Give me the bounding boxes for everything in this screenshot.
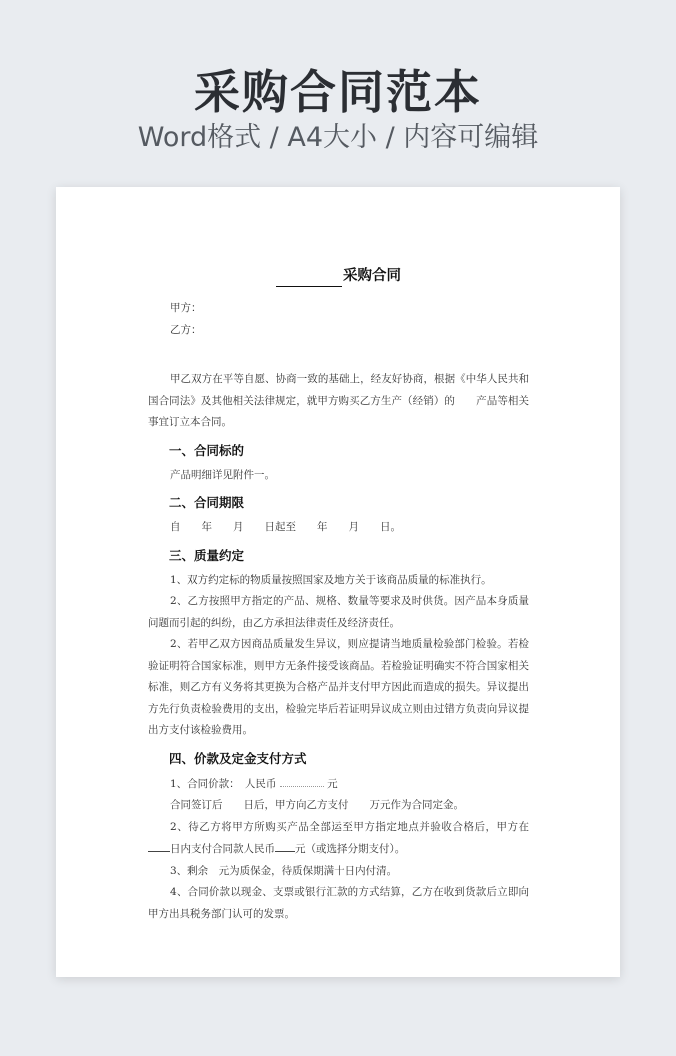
section-heading-1: 一、合同标的 bbox=[169, 442, 245, 458]
payment-item-2: 2、待乙方将甲方所购买产品全部运至甲方指定地点并验收合格后，甲方在日内支付合同款人民币 元（或选择分期支付）。 bbox=[148, 817, 529, 861]
days-blank bbox=[148, 838, 170, 852]
section-3-para-3: 2、若甲乙双方因商品质量发生异议，则应提请当地质量检验部门检验。若检验证明符合国家标准，则甲方无条件接受该商品。若检验证明确实不符合国家相关标准，则乙方有义务将其更换为合格产品并支付甲方因此而造成的损失。异议提出方先行负责检验费用的支出，检验完毕后若证明异议成立则由过错方负责向异议提出方支付该检验费用。 bbox=[148, 638, 529, 736]
document-body bbox=[148, 265, 529, 925]
title-blank-line bbox=[276, 270, 342, 287]
contract-title: 采购合同 bbox=[148, 265, 529, 287]
payment-item-3: 3、剩余 元为质保金，待质保期满十日内付清。 bbox=[170, 864, 398, 877]
section-heading-2: 二、合同期限 bbox=[169, 495, 245, 510]
page-subtitle: Word格式 / A4大小 / 内容可编辑 bbox=[137, 122, 539, 153]
payment-item-4: 4、合同价款以现金、支票或银行汇款的方式结算，乙方在收到货款后立即向甲方出具税务部门认可的发票。 bbox=[148, 886, 529, 920]
party-a-label: 甲方： bbox=[170, 302, 202, 314]
document-page bbox=[56, 187, 620, 977]
section-1-para-1: 产品明细详见附件一。 bbox=[170, 468, 275, 481]
payment-item-1-line2: 合同签订后 日后，甲方向乙方支付 万元作为合同定金。 bbox=[170, 799, 464, 811]
payment-blank bbox=[275, 838, 295, 852]
amount-blank bbox=[280, 773, 324, 787]
section-2-para-1: 自 年 月 日起至 年 月 日。 bbox=[170, 521, 401, 533]
section-heading-3: 三、质量约定 bbox=[169, 547, 245, 563]
section-heading-4: 四、价款及定金支付方式 bbox=[169, 750, 307, 766]
intro-paragraph: 甲乙双方在平等自愿、协商一致的基础上，经友好协商，根据《中华人民共和国合同法》及其他相关法律规定，就甲方购买乙方生产（经销）的 产品等相关事宜订立本合同。 bbox=[148, 373, 529, 428]
page-title: 采购合同范本 bbox=[194, 65, 482, 119]
section-3-para-1: 1、双方约定标的物质量按照国家及地方关于该商品质量的标准执行。 bbox=[170, 573, 492, 586]
payment-item-1: 1、合同价款： 人民币 元 bbox=[148, 773, 529, 796]
section-3-para-2: 2、乙方按照甲方指定的产品、规格、数量等要求及时供货。因产品本身质量问题而引起的纠纷，由乙方承担法律责任及经济责任。 bbox=[148, 595, 529, 629]
party-b-label: 乙方： bbox=[170, 324, 202, 336]
